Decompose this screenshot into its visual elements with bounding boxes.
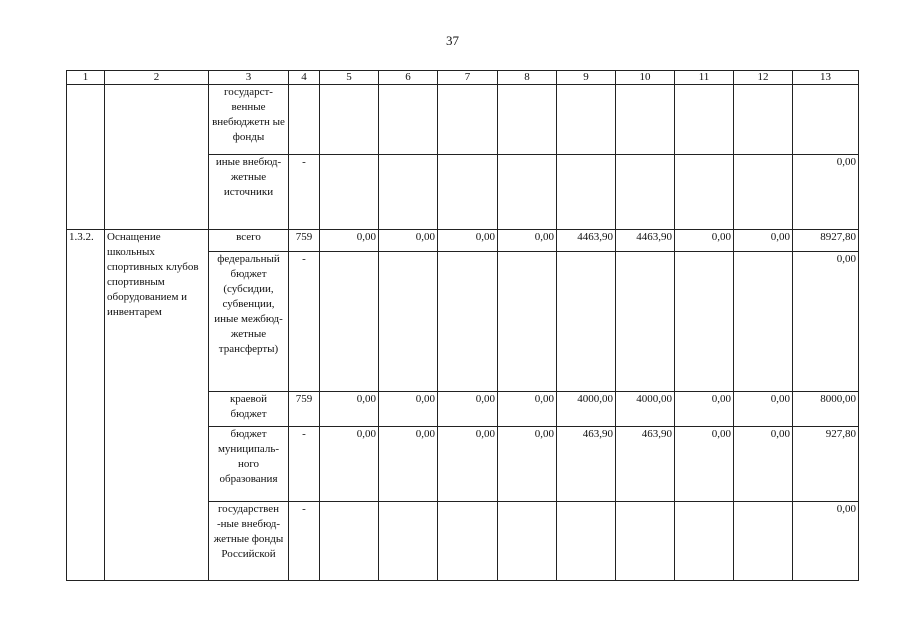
value-cell: 0,00 [498, 230, 557, 252]
value-cell: 463,90 [557, 427, 616, 502]
item-name-cell: Оснащение школьных спортивных клубов спортивным оборудованием и инвентарем [105, 230, 209, 581]
value-cell [675, 502, 734, 581]
value-cell [320, 252, 379, 392]
item-code-cell [67, 85, 105, 230]
code-column-4-cell: - [289, 155, 320, 230]
code-column-4-cell [289, 85, 320, 155]
value-cell [379, 85, 438, 155]
value-cell: 0,00 [320, 392, 379, 427]
value-cell: 4463,90 [616, 230, 675, 252]
header-cell: 8 [498, 71, 557, 85]
code-column-4-cell: 759 [289, 392, 320, 427]
value-cell: 0,00 [379, 392, 438, 427]
value-cell [379, 252, 438, 392]
value-cell [557, 85, 616, 155]
table-row [67, 230, 859, 252]
value-cell: 0,00 [438, 427, 498, 502]
value-cell [734, 252, 793, 392]
value-cell [498, 155, 557, 230]
value-cell [675, 252, 734, 392]
value-cell [438, 252, 498, 392]
header-cell: 10 [616, 71, 675, 85]
value-cell [498, 252, 557, 392]
value-cell: 0,00 [498, 392, 557, 427]
code-column-4-cell: - [289, 427, 320, 502]
value-cell [557, 155, 616, 230]
table-row [67, 85, 859, 155]
value-cell: 8000,00 [793, 392, 859, 427]
header-cell: 1 [67, 71, 105, 85]
funding-source-cell: бюджет муниципаль-ного образования [209, 427, 289, 502]
value-cell [379, 502, 438, 581]
funding-source-cell: государст-венные внебюджетн ые фонды [209, 85, 289, 155]
header-cell: 3 [209, 71, 289, 85]
value-cell [498, 85, 557, 155]
value-cell: 0,00 [734, 230, 793, 252]
header-cell: 2 [105, 71, 209, 85]
header-row [67, 71, 859, 85]
header-cell: 5 [320, 71, 379, 85]
value-cell [557, 502, 616, 581]
value-cell [616, 252, 675, 392]
header-cell: 13 [793, 71, 859, 85]
value-cell: 0,00 [438, 230, 498, 252]
value-cell: 0,00 [438, 392, 498, 427]
code-column-4-cell: 759 [289, 230, 320, 252]
item-code-cell: 1.3.2. [67, 230, 105, 581]
value-cell [734, 85, 793, 155]
value-cell [498, 502, 557, 581]
code-column-4-cell: - [289, 252, 320, 392]
value-cell [734, 155, 793, 230]
funding-source-cell: краевой бюджет [209, 392, 289, 427]
funding-source-cell: всего [209, 230, 289, 252]
funding-source-cell: иные внебюд-жетные источники [209, 155, 289, 230]
value-cell [616, 502, 675, 581]
value-cell [320, 85, 379, 155]
header-cell: 6 [379, 71, 438, 85]
value-cell: 0,00 [734, 392, 793, 427]
header-cell: 9 [557, 71, 616, 85]
value-cell: 0,00 [675, 230, 734, 252]
value-cell [734, 502, 793, 581]
value-cell [675, 155, 734, 230]
value-cell [320, 502, 379, 581]
header-cell: 12 [734, 71, 793, 85]
header-cell: 7 [438, 71, 498, 85]
value-cell [616, 155, 675, 230]
value-cell: 0,00 [320, 427, 379, 502]
value-cell: 0,00 [675, 427, 734, 502]
value-cell: 0,00 [379, 230, 438, 252]
value-cell [438, 85, 498, 155]
code-column-4-cell: - [289, 502, 320, 581]
value-cell [793, 85, 859, 155]
value-cell: 0,00 [320, 230, 379, 252]
value-cell [675, 85, 734, 155]
header-cell: 11 [675, 71, 734, 85]
funding-source-cell: федеральный бюджет (субсидии, субвенции, иные межбюд-жетные трансферты) [209, 252, 289, 392]
value-cell [320, 155, 379, 230]
value-cell: 4000,00 [557, 392, 616, 427]
value-cell: 0,00 [793, 502, 859, 581]
value-cell: 463,90 [616, 427, 675, 502]
budget-table [66, 70, 859, 581]
value-cell [438, 155, 498, 230]
value-cell: 927,80 [793, 427, 859, 502]
value-cell: 4463,90 [557, 230, 616, 252]
value-cell: 0,00 [379, 427, 438, 502]
page-number: 37 [446, 33, 459, 48]
value-cell: 0,00 [734, 427, 793, 502]
value-cell: 0,00 [498, 427, 557, 502]
value-cell: 0,00 [675, 392, 734, 427]
header-cell: 4 [289, 71, 320, 85]
value-cell: 0,00 [793, 252, 859, 392]
funding-source-cell: государствен -ные внебюд-жетные фонды Российской [209, 502, 289, 581]
value-cell [379, 155, 438, 230]
value-cell [557, 252, 616, 392]
value-cell [616, 85, 675, 155]
value-cell: 8927,80 [793, 230, 859, 252]
value-cell [438, 502, 498, 581]
table-body [67, 71, 859, 581]
value-cell: 0,00 [793, 155, 859, 230]
item-name-cell [105, 85, 209, 230]
value-cell: 4000,00 [616, 392, 675, 427]
